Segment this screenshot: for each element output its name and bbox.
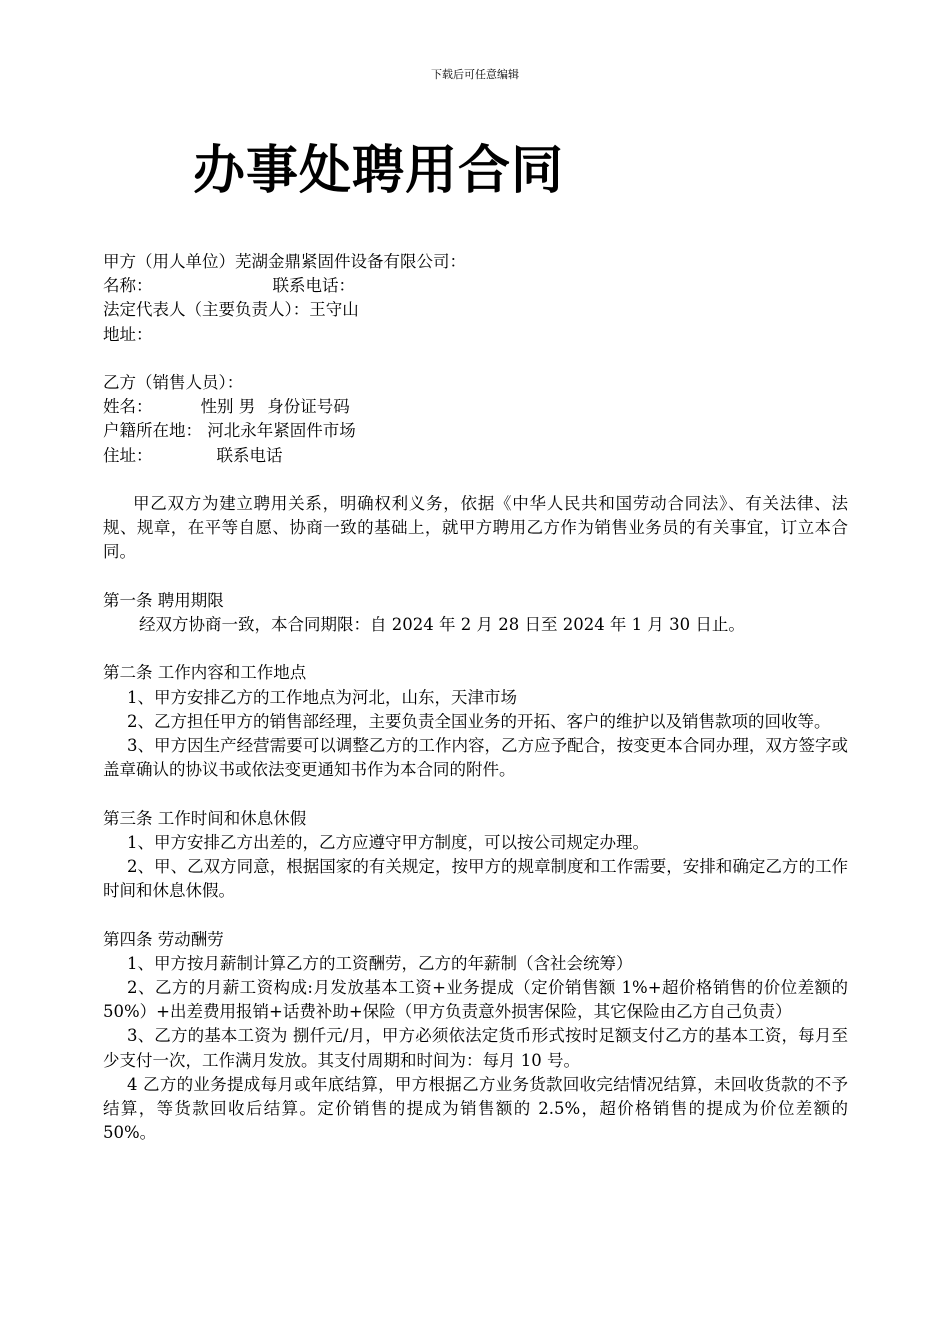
article-3-item: 2、甲、乙双方同意，根据国家的有关规定，按甲方的规章制度和工作需要，安排和确定乙方的工作时间和休息休假。 bbox=[103, 857, 848, 901]
article-2-item: 1、甲方安排乙方的工作地点为河北，山东，天津市场 bbox=[127, 687, 517, 707]
party-a-name-label: 名称： bbox=[103, 276, 153, 296]
article-4-heading: 第四条 劳动酬劳 bbox=[103, 929, 224, 949]
party-b-domicile: 户籍所在地： 河北永年紧固件市场 bbox=[103, 421, 356, 441]
article-3-heading: 第三条 工作时间和休息休假 bbox=[103, 808, 307, 828]
article-2-heading: 第二条 工作内容和工作地点 bbox=[103, 663, 307, 683]
party-a-rep: 法定代表人（主要负责人）：王守山 bbox=[103, 300, 359, 320]
party-b-name-row bbox=[103, 395, 848, 419]
article-4-item: 3、乙方的基本工资为 捌仟元/月，甲方必须依法定货币形式按时足额支付乙方的基本工资，每月至少支付一次，工作满月发放。其支付周期和时间为：每月 10 号。 bbox=[103, 1026, 848, 1070]
article-4-item: 4 乙方的业务提成每月或年底结算，甲方根据乙方业务货款回收完结情况结算，未回收货款的不予结算，等货款回收后结算。定价销售的提成为销售额的 2.5%，超价格销售的提成为价位差额的 50%。 bbox=[103, 1074, 848, 1143]
article-4-item: 2、乙方的月薪工资构成:月发放基本工资+业务提成（定价销售额 1%+超价格销售的价位差额的 50%）+出差费用报销+话费补助+保险（甲方负责意外损害保险，其它保险由乙方自己负责） bbox=[103, 978, 848, 1022]
header-note: 下载后可任意编辑 bbox=[431, 68, 519, 81]
party-b-gender: 性别 男 bbox=[200, 397, 256, 417]
article-1-text: 经双方协商一致，本合同期限：自 2024 年 2 月 28 日至 2024 年 1 月 30 日止。 bbox=[139, 615, 745, 634]
article-2-item: 2、乙方担任甲方的销售部经理，主要负责全国业务的开拓、客户的维护以及销售款项的回收等。 bbox=[127, 711, 831, 731]
article-4-item: 1、甲方按月薪制计算乙方的工资酬劳，乙方的年薪制（含社会统筹） bbox=[127, 953, 633, 973]
contract-body bbox=[103, 250, 848, 1145]
party-a-name-row bbox=[103, 274, 848, 298]
party-b-address-label: 住址： bbox=[103, 445, 153, 465]
article-3-item: 1、甲方安排乙方出差的，乙方应遵守甲方制度，可以按公司规定办理。 bbox=[127, 832, 649, 852]
page-title: 办事处聘用合同 bbox=[193, 141, 565, 201]
party-a-address: 地址： bbox=[103, 324, 153, 344]
article-2-item: 3、甲方因生产经营需要可以调整乙方的工作内容，乙方应予配合，按变更本合同办理，双方签字或盖章确认的协议书或依法变更通知书作为本合同的附件。 bbox=[103, 736, 848, 780]
party-a-phone-label: 联系电话： bbox=[272, 276, 355, 296]
party-a-line: 甲方（用人单位）芜湖金鼎紧固件设备有限公司： bbox=[103, 252, 466, 271]
intro-paragraph: 甲乙双方为建立聘用关系，明确权利义务，依据《中华人民共和国劳动合同法》、有关法律、法规、规章，在平等自愿、协商一致的基础上，就甲方聘用乙方作为销售业务员的有关事宜，订立本合同。 bbox=[103, 494, 848, 562]
party-b-name-label: 姓名： bbox=[103, 397, 153, 417]
party-b-address-row bbox=[103, 444, 848, 468]
party-b-line: 乙方（销售人员）： bbox=[103, 373, 244, 392]
party-b-phone-label: 联系电话 bbox=[216, 445, 283, 465]
article-1-heading: 第一条 聘用期限 bbox=[103, 590, 224, 610]
party-b-id-label: 身份证号码 bbox=[267, 397, 350, 417]
